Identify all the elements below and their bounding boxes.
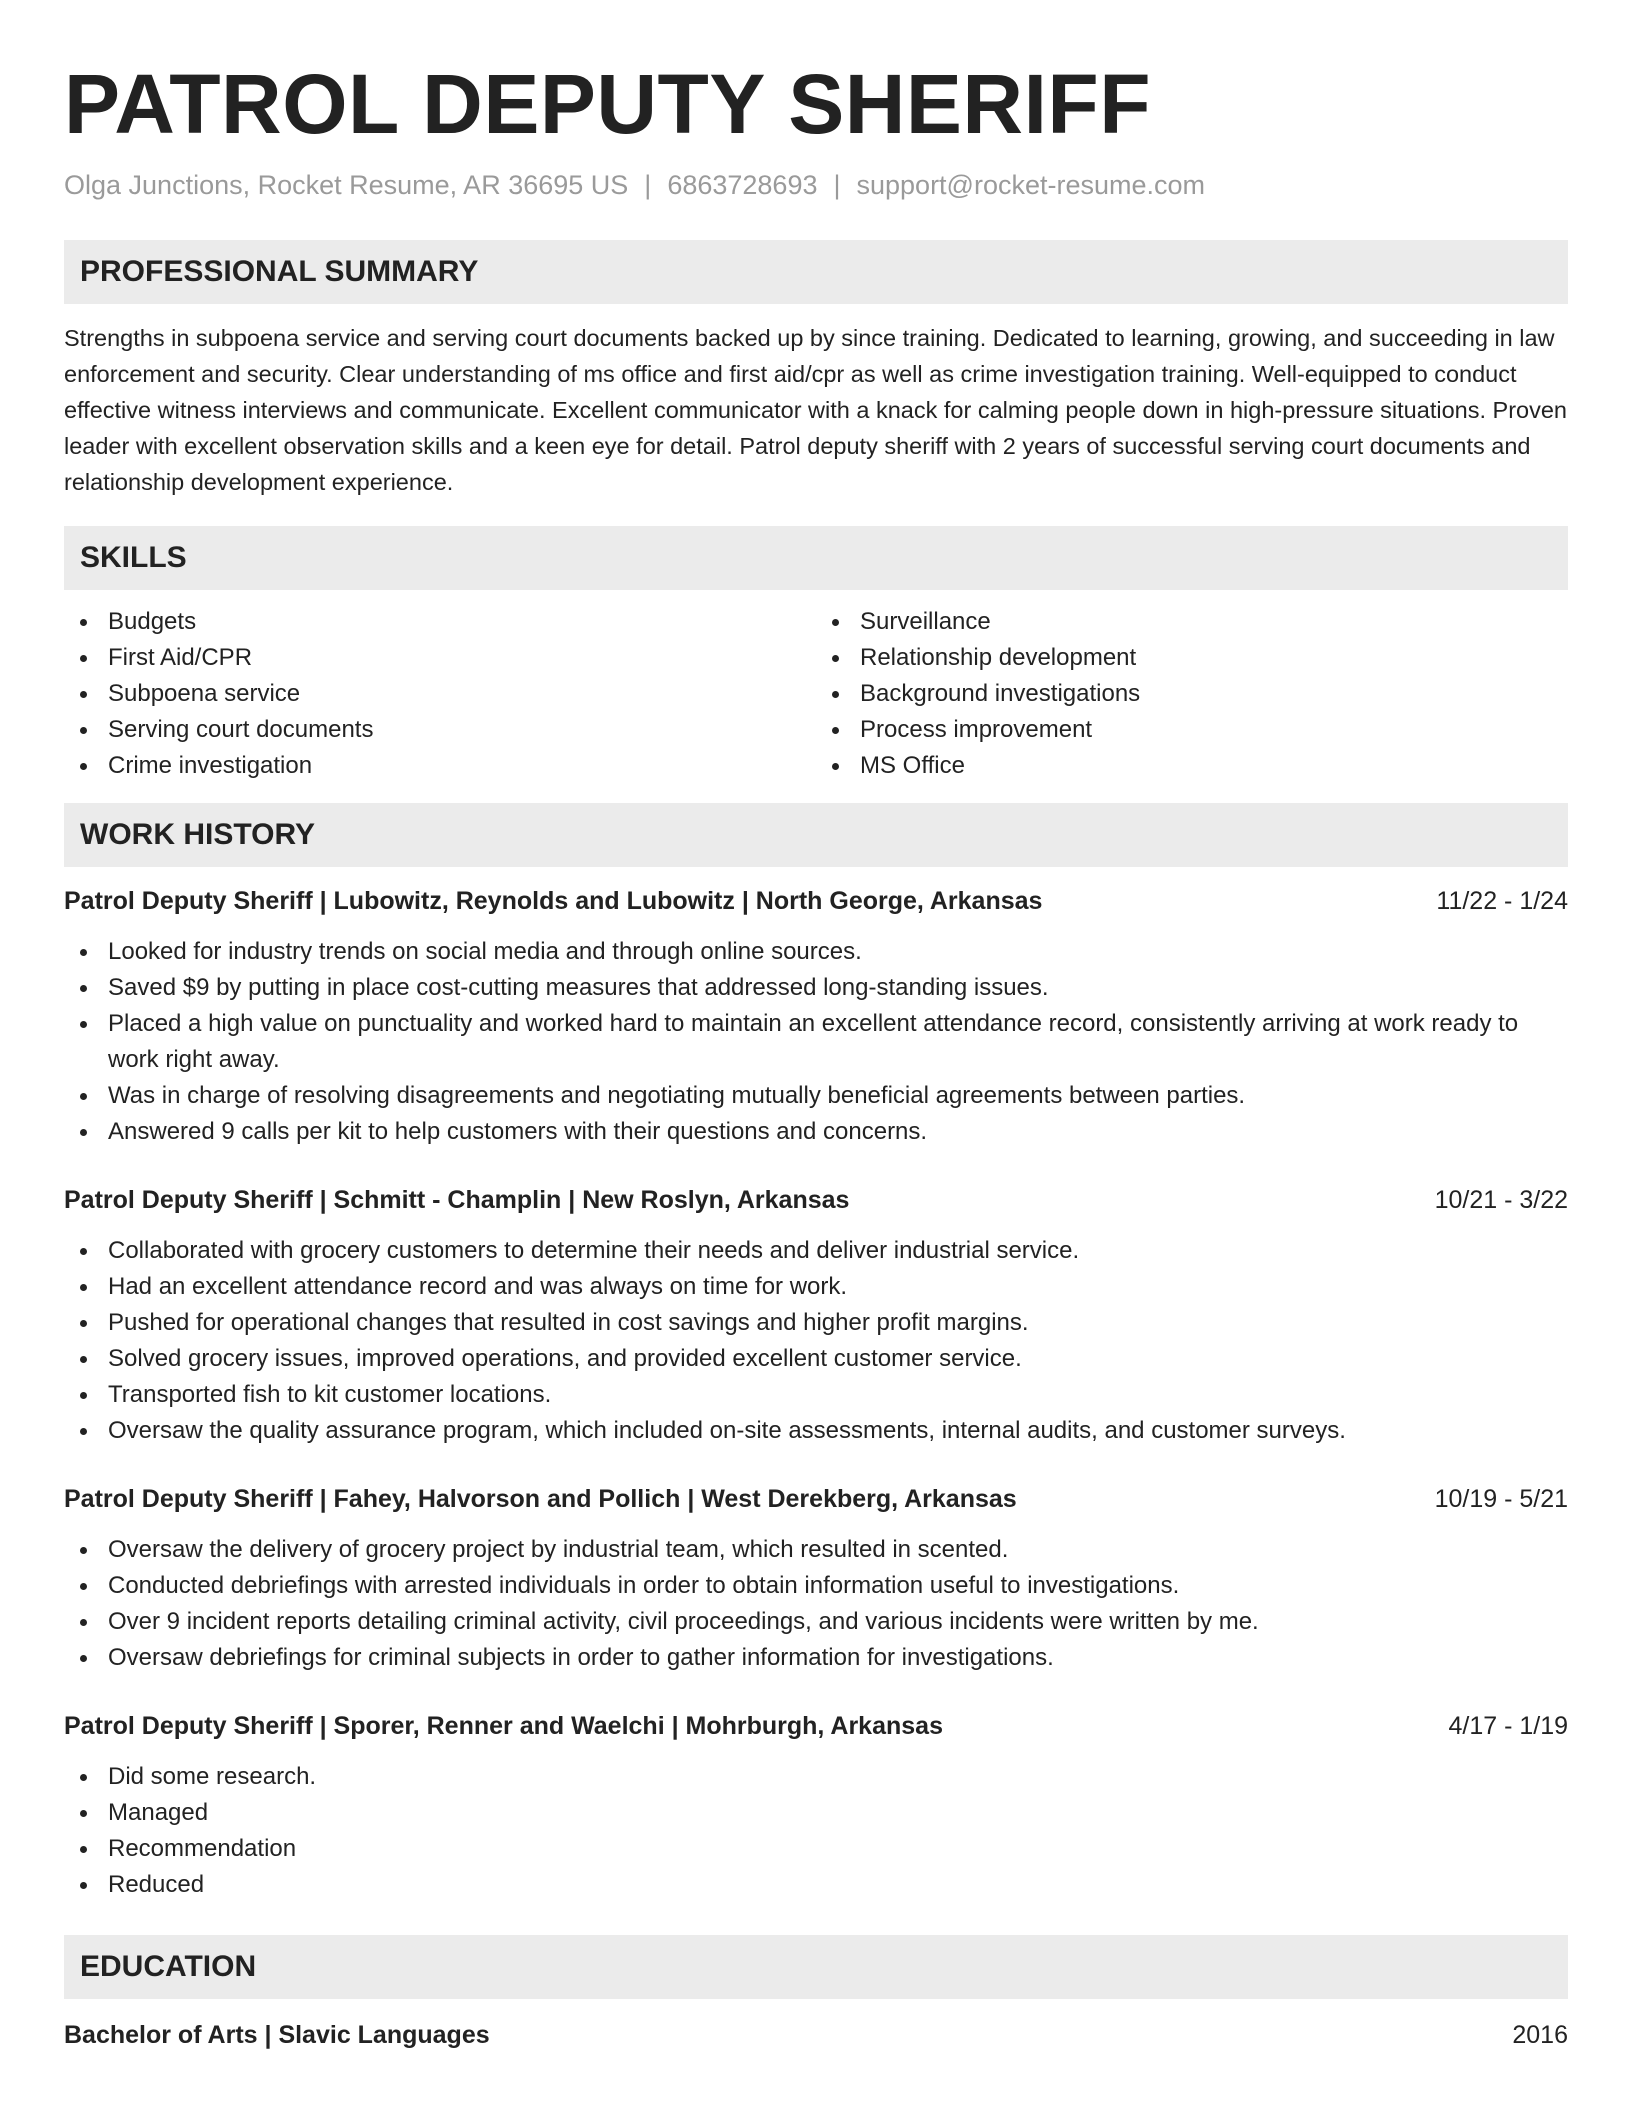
skills-column-left xyxy=(64,604,816,784)
contact-separator: | xyxy=(833,170,841,200)
job-header xyxy=(64,1708,1568,1744)
job-dates: 11/22 - 1/24 xyxy=(1436,887,1568,915)
section-header-education: EDUCATION xyxy=(64,1935,1568,1999)
job-bullet: Saved $9 by putting in place cost-cutting measures that addressed long-standing issues. xyxy=(64,970,1568,1006)
job-bullet: Answered 9 calls per kit to help customers with their questions and concerns. xyxy=(64,1114,1568,1150)
job-bullet: Conducted debriefings with arrested individuals in order to obtain information useful to investigations. xyxy=(64,1568,1568,1604)
skill-item: Process improvement xyxy=(816,712,1568,748)
job-dates: 4/17 - 1/19 xyxy=(1448,1712,1568,1740)
contact-separator: | xyxy=(644,170,652,200)
skill-item: MS Office xyxy=(816,748,1568,784)
skill-item: Budgets xyxy=(64,604,816,640)
job-bullet: Recommendation xyxy=(64,1831,1568,1867)
skill-item: Background investigations xyxy=(816,676,1568,712)
job-bullet: Did some research. xyxy=(64,1759,1568,1795)
education-year: 2016 xyxy=(1512,2021,1568,2049)
job-bullet: Pushed for operational changes that resulted in cost savings and higher profit margins. xyxy=(64,1305,1568,1341)
job-entry xyxy=(64,1481,1568,1676)
skill-item: Subpoena service xyxy=(64,676,816,712)
section-header-skills: SKILLS xyxy=(64,526,1568,590)
job-bullet: Oversaw debriefings for criminal subjects in order to gather information for investigations. xyxy=(64,1640,1568,1676)
skills-column-right xyxy=(816,604,1568,784)
job-bullet: Reduced xyxy=(64,1867,1568,1903)
job-header xyxy=(64,883,1568,919)
job-title: Patrol Deputy Sheriff | Fahey, Halvorson and Pollich | West Derekberg, Arkansas xyxy=(64,1485,1017,1513)
section-header-work-history: WORK HISTORY xyxy=(64,803,1568,867)
job-header xyxy=(64,1481,1568,1517)
job-header xyxy=(64,1182,1568,1218)
job-entry xyxy=(64,1182,1568,1449)
skill-item: Relationship development xyxy=(816,640,1568,676)
job-bullet: Managed xyxy=(64,1795,1568,1831)
job-bullets xyxy=(64,1532,1568,1676)
job-bullet: Placed a high value on punctuality and worked hard to maintain an excellent attendance record, consistently arriving at work ready to work right away. xyxy=(64,1006,1568,1078)
summary-text: Strengths in subpoena service and serving court documents backed up by since training. Dedicated to learning, growing, and succeeding in law enforcement and security. Clear understanding of ms office and first aid/cpr as well as crime investigation training. Well-equipped to conduct effective witness interviews and communicate. Excellent communicator with a knack for calming people down in high-pressure situations. Proven leader with excellent observation skills and a keen eye for detail. Patrol deputy sheriff with 2 years of successful serving court documents and relationship development experience. xyxy=(64,325,1567,495)
job-title: Patrol Deputy Sheriff | Sporer, Renner and Waelchi | Mohrburgh, Arkansas xyxy=(64,1712,943,1740)
job-bullet: Had an excellent attendance record and was always on time for work. xyxy=(64,1269,1568,1305)
skills-list xyxy=(64,604,1568,784)
section-header-summary: PROFESSIONAL SUMMARY xyxy=(64,240,1568,304)
job-bullet: Was in charge of resolving disagreements and negotiating mutually beneficial agreements between parties. xyxy=(64,1078,1568,1114)
job-bullet: Transported fish to kit customer locations. xyxy=(64,1377,1568,1413)
job-bullet: Over 9 incident reports detailing criminal activity, civil proceedings, and various incidents were written by me. xyxy=(64,1604,1568,1640)
job-bullets xyxy=(64,934,1568,1150)
job-bullet: Collaborated with grocery customers to determine their needs and deliver industrial service. xyxy=(64,1233,1568,1269)
job-bullets xyxy=(64,1233,1568,1449)
skill-item: Surveillance xyxy=(816,604,1568,640)
skill-item: Serving court documents xyxy=(64,712,816,748)
skill-item: First Aid/CPR xyxy=(64,640,816,676)
contact-email: support@rocket-resume.com xyxy=(856,170,1206,200)
job-entry xyxy=(64,883,1568,1150)
job-bullet: Looked for industry trends on social media and through online sources. xyxy=(64,934,1568,970)
job-title: Patrol Deputy Sheriff | Lubowitz, Reynolds and Lubowitz | North George, Arkansas xyxy=(64,887,1043,915)
education-degree: Bachelor of Arts | Slavic Languages xyxy=(64,2021,490,2049)
job-dates: 10/21 - 3/22 xyxy=(1434,1186,1568,1214)
contact-address: Olga Junctions, Rocket Resume, AR 36695 US xyxy=(64,170,629,200)
job-entry xyxy=(64,1708,1568,1903)
contact-line xyxy=(64,168,1568,202)
job-title: Patrol Deputy Sheriff | Schmitt - Champlin | New Roslyn, Arkansas xyxy=(64,1186,850,1214)
job-bullet: Oversaw the quality assurance program, which included on-site assessments, internal audits, and customer surveys. xyxy=(64,1413,1568,1449)
job-dates: 10/19 - 5/21 xyxy=(1434,1485,1568,1513)
contact-phone: 6863728693 xyxy=(667,170,818,200)
job-bullet: Solved grocery issues, improved operations, and provided excellent customer service. xyxy=(64,1341,1568,1377)
resume-name: PATROL DEPUTY SHERIFF xyxy=(64,57,1152,151)
job-bullets xyxy=(64,1759,1568,1903)
job-bullet: Oversaw the delivery of grocery project by industrial team, which resulted in scented. xyxy=(64,1532,1568,1568)
skill-item: Crime investigation xyxy=(64,748,816,784)
education-entry xyxy=(64,2017,1568,2053)
